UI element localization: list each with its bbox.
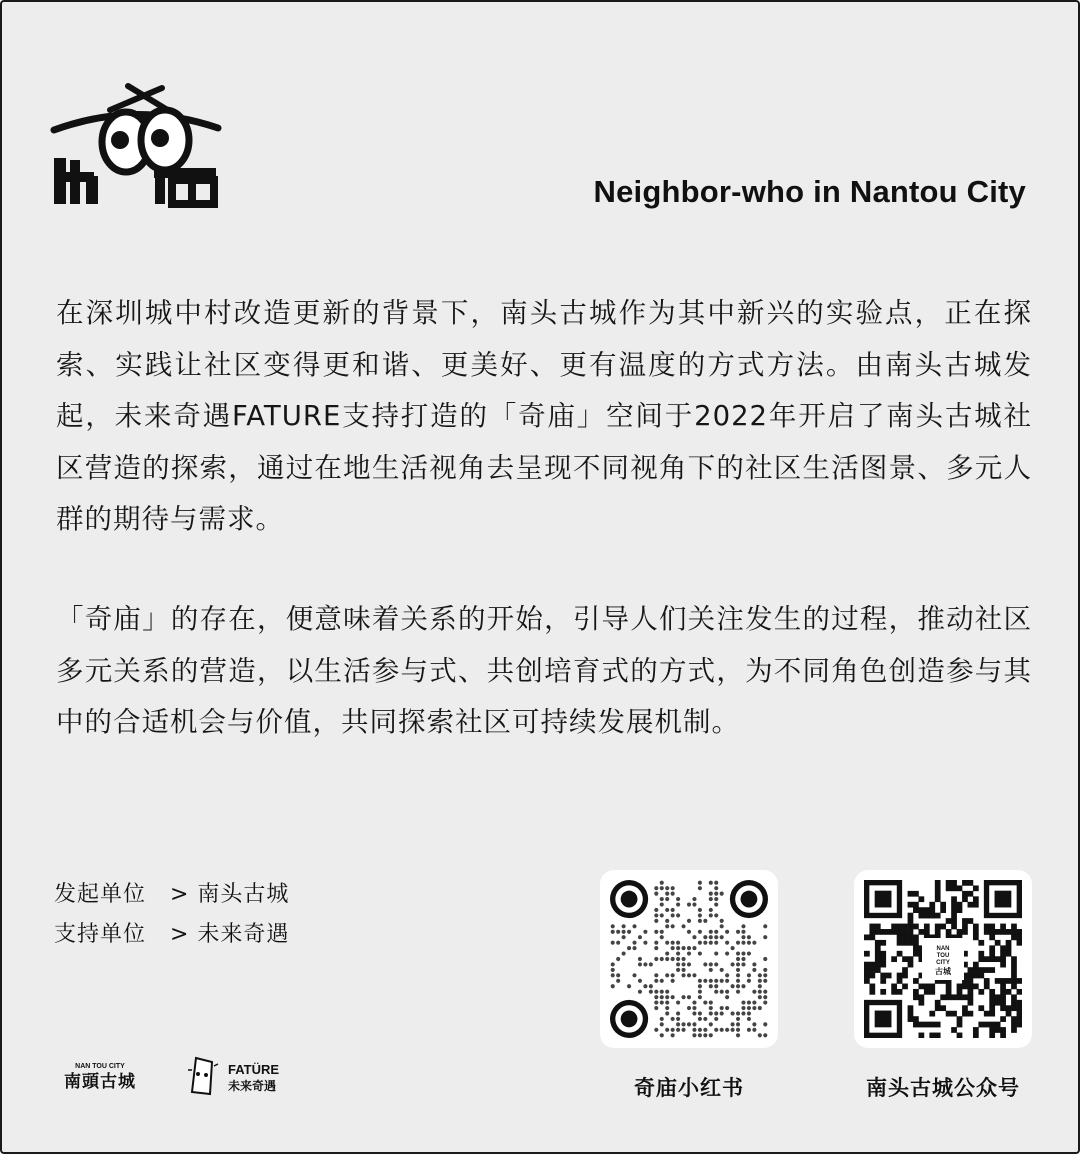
xiaohongshu-qr-label: 奇庙小红书 — [634, 1076, 744, 1100]
badge-line-1: NAN — [936, 946, 950, 952]
badge-line-4: 古城 — [935, 967, 951, 976]
partner-logos — [54, 1054, 314, 1104]
intro-paragraph-1: 在深圳城中村改造更新的背景下，南头古城作为其中新兴的实验点，正在探索、实践让社区变得更和谐、更美好、更有温度的方式方法。由南头古城发起，未来奇遇FATURE支持打造的「奇庙」空间于2022年开启了南头古城社区营造的探索，通过在地生活视角去呈现不同视角下的社区生活图景、多元人群的期待与需求。 — [56, 297, 1032, 535]
nantou-logo-name: 南頭古城 — [64, 1072, 136, 1092]
wechat-qr-code[interactable] — [864, 880, 1022, 1038]
credit-row-initiator — [54, 875, 289, 915]
supporter-value: > 未来奇遇 — [170, 922, 290, 947]
wechat-qr-label: 南头古城公众号 — [866, 1076, 1020, 1100]
initiator-label: 发起单位 — [54, 882, 147, 907]
xiaohongshu-qr-code[interactable] — [610, 880, 768, 1038]
qimiao-logo — [50, 80, 222, 210]
nantou-logo-top: NAN TOU CITY — [75, 1063, 125, 1070]
supporter-label: 支持单位 — [54, 922, 147, 947]
fature-logo-name: 未来奇遇 — [228, 1079, 277, 1093]
intro-paragraph-2: 「奇庙」的存在，便意味着关系的开始，引导人们关注发生的过程，推动社区多元关系的营造，以生活参与式、共创培育式的方式，为不同角色创造参与其中的合适机会与价值，共同探索社区可持续发展机制。 — [56, 603, 1032, 738]
xiaohongshu-qr-card[interactable] — [600, 870, 778, 1048]
fature-figure-icon — [188, 1058, 218, 1094]
initiator-value: > 南头古城 — [170, 882, 290, 907]
badge-line-3: CITY — [936, 960, 950, 966]
badge-line-2: TOU — [936, 953, 950, 959]
wechat-qr-card[interactable] — [854, 870, 1032, 1048]
credit-row-supporter — [54, 915, 289, 955]
tagline: Neighbor-who in Nantou City — [593, 174, 1026, 209]
nantou-center-badge — [922, 938, 964, 980]
credits-block — [54, 875, 289, 955]
fature-logo-top: FATÜRE — [228, 1062, 280, 1077]
